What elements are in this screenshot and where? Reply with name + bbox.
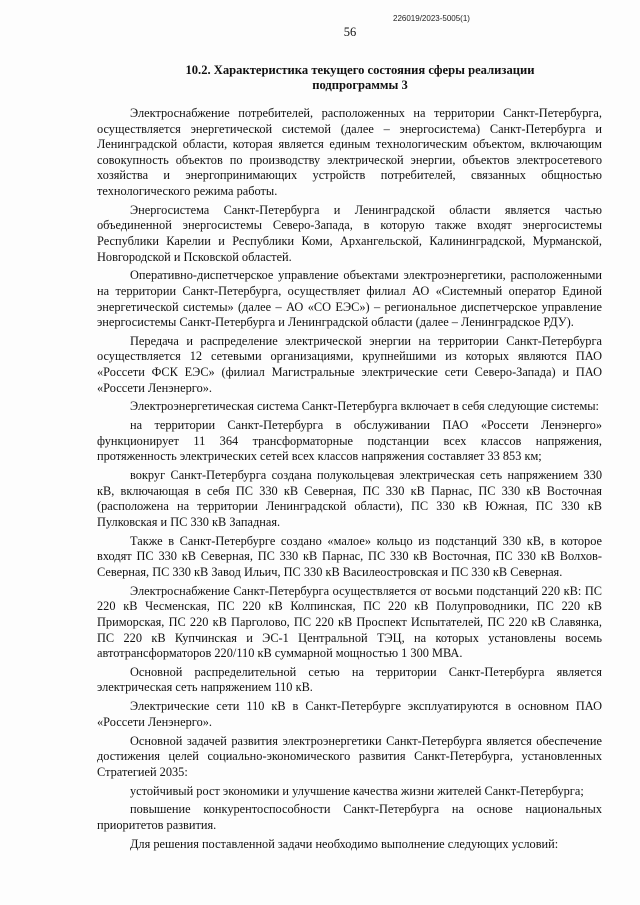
paragraph: Электроснабжение Санкт-Петербурга осуществляется от восьми подстанций 220 кВ: ПС 220 кВ Чесменская, ПС 220 кВ Колпинская, ПС 220 кВ Полупроводники, ПС 220 кВ Приморская, ПС 220 кВ Парголово, ПС 220 кВ Проспект Испытателей, ПС 220 кВ Славянка, ПС 220 кВ Купчинская и ЭС-1 Центральной ТЭЦ, на которых установлены восемь автотрансформаторов 220/110 кВ суммарной мощностью 1 300 МВА.: [97, 583, 602, 661]
list-item: вокруг Санкт-Петербурга создана полукольцевая электрическая сеть напряжением 330 кВ, включающая в себя ПС 330 кВ Северная, ПС 330 кВ Парнас, ПС 330 кВ Восточная (расположена на территории Ленинградской области), ПС 330 кВ Южная, ПС 330 кВ Пулковская и ПС 330 кВ Западная.: [97, 468, 602, 529]
section-title: [130, 63, 590, 93]
list-item: устойчивый рост экономики и улучшение качества жизни жителей Санкт-Петербурга;: [130, 783, 584, 798]
page-number: 56: [343, 25, 357, 39]
list-item: на территории Санкт-Петербурга в обслуживании ПАО «Россети Ленэнерго» функционирует 11 364 трансформаторные подстанции всех классов напряжения, протяженность электрических сетей всех классов напряжения составляет 33 853 км;: [97, 418, 602, 464]
paragraph: Также в Санкт-Петербурге создано «малое» кольцо из подстанций 330 кВ, в которое входят ПС 330 кВ Северная, ПС 330 кВ Парнас, ПС 330 кВ Восточная, ПС 330 кВ Волхов-Северная, ПС 330 кВ Завод Ильич, ПС 330 кВ Василеостровская и ПС 330 кВ Северная.: [97, 533, 602, 579]
paragraph: Энергосистема Санкт-Петербурга и Ленинградской области является частью объединенной энергосистемы Северо-Запада, в которую также входят энергосистемы Республики Карелии и Республики Коми, Архангельской, Калининградской, Мурманской, Новгородской и Псковской областей.: [97, 202, 602, 264]
paragraph: Основной распределительной сетью на территории Санкт-Петербурга является электрическая сеть напряжением 110 кВ.: [97, 664, 602, 695]
paragraph: Электроэнергетическая система Санкт-Петербурга включает в себя следующие системы:: [130, 399, 599, 414]
section-title-line-1: 10.2. Характеристика текущего состояния сферы реализации: [185, 63, 535, 77]
section-title-line-2: подпрограммы 3: [312, 78, 408, 92]
document-id: 226019/2023-5005(1): [393, 14, 470, 23]
list-item: повышение конкурентоспособности Санкт-Петербурга на основе национальных приоритетов развития.: [97, 802, 602, 832]
paragraph: Передача и распределение электрической энергии на территории Санкт-Петербурга осуществляется 12 сетевыми организациями, крупнейшими из которых являются ПАО «Россети ФСК ЕЭС» (филиал Магистральные электрические сети Северо-Запада) и ПАО «Россети Ленэнерго».: [97, 333, 602, 395]
paragraph: Электроснабжение потребителей, расположенных на территории Санкт-Петербурга, осуществляется энергетической системой (далее – энергосистема) Санкт-Петербурга и Ленинградской области, которая является единым технологическим объектом, включающим совокупность объектов по производству электрической энергии, объектов электросетевого хозяйства и энергопринимающих устройств потребителей, связанных общностью технологического режима работы.: [97, 106, 602, 198]
paragraph: Оперативно-диспетчерское управление объектами электроэнергетики, расположенными на территории Санкт-Петербурга, осуществляет филиал АО «Системный оператор Единой энергетической системы» (далее – АО «СО ЕЭС») – региональное диспетчерское управление энергосистемы Санкт-Петербурга и Ленинградской области (далее – Ленинградское РДУ).: [97, 268, 602, 330]
paragraph: Основной задачей развития электроэнергетики Санкт-Петербурга является обеспечение достижения целей социально-экономического развития Санкт-Петербурга, установленных Стратегией 2035:: [97, 733, 602, 779]
paragraph: Электрические сети 110 кВ в Санкт-Петербурге эксплуатируются в основном ПАО «Россети Ленэнерго».: [97, 699, 602, 729]
document-body: [97, 106, 602, 856]
paragraph: Для решения поставленной задачи необходимо выполнение следующих условий:: [130, 836, 559, 851]
